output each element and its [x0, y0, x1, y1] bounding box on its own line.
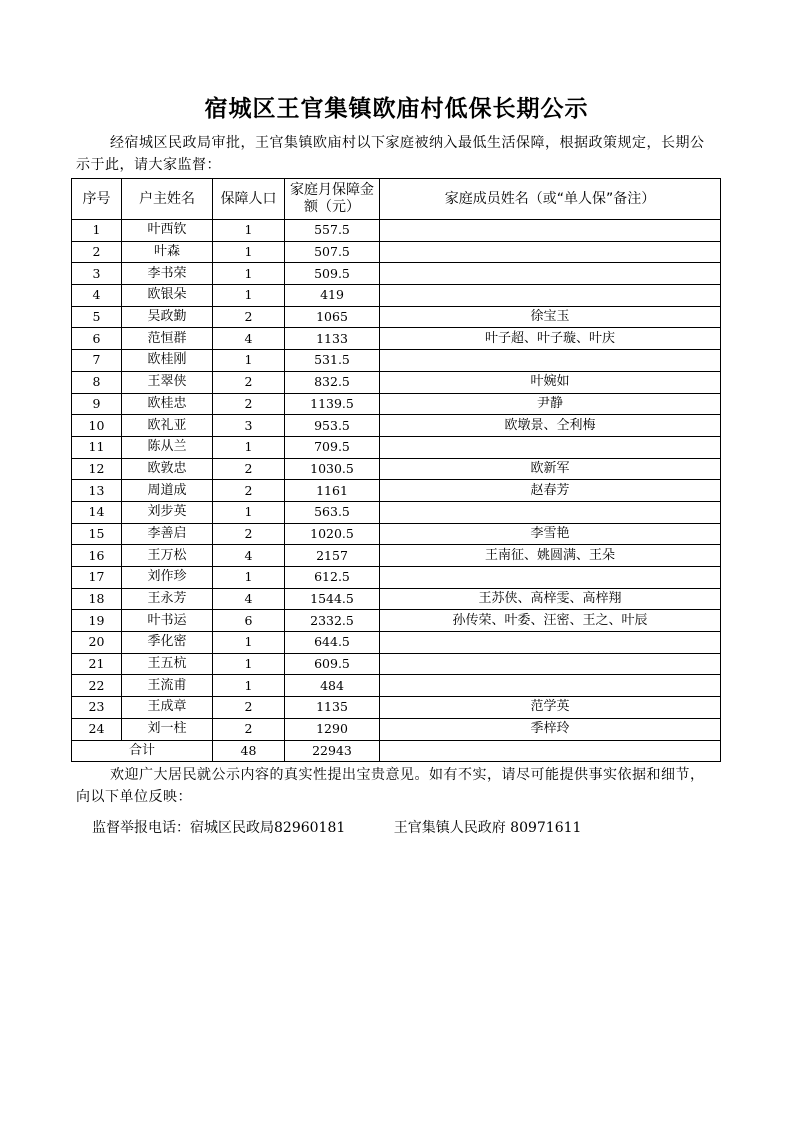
family-members	[380, 220, 721, 242]
population: 4	[213, 545, 285, 567]
table-row	[72, 567, 721, 589]
row-index: 15	[72, 523, 122, 545]
table-row	[72, 610, 721, 632]
monthly-amount: 612.5	[285, 567, 380, 589]
monthly-amount: 563.5	[285, 501, 380, 523]
family-members: 欧新军	[380, 458, 721, 480]
householder-name: 欧桂刚	[122, 350, 213, 372]
header-index: 序号	[72, 179, 122, 220]
monthly-amount: 507.5	[285, 241, 380, 263]
family-members: 范学英	[380, 697, 721, 719]
beneficiary-table	[71, 178, 721, 762]
population: 1	[213, 350, 285, 372]
population: 2	[213, 306, 285, 328]
population: 1	[213, 285, 285, 307]
row-index: 5	[72, 306, 122, 328]
family-members	[380, 263, 721, 285]
total-population: 48	[213, 740, 285, 762]
table-row	[72, 697, 721, 719]
monthly-amount: 2332.5	[285, 610, 380, 632]
row-index: 18	[72, 588, 122, 610]
population: 2	[213, 523, 285, 545]
table-row	[72, 458, 721, 480]
row-index: 22	[72, 675, 122, 697]
population: 2	[213, 718, 285, 740]
family-members	[380, 436, 721, 458]
monthly-amount: 1161	[285, 480, 380, 502]
monthly-amount: 953.5	[285, 415, 380, 437]
population: 2	[213, 480, 285, 502]
row-index: 23	[72, 697, 122, 719]
monthly-amount: 1139.5	[285, 393, 380, 415]
table-row	[72, 523, 721, 545]
header-amount: 家庭月保障金额（元）	[285, 179, 380, 220]
table-row	[72, 675, 721, 697]
population: 2	[213, 458, 285, 480]
feedback-paragraph: 欢迎广大居民就公示内容的真实性提出宝贵意见。如有不实，请尽可能提供事实依据和细节，向以下单位反映：	[76, 767, 705, 805]
population: 2	[213, 393, 285, 415]
population: 1	[213, 653, 285, 675]
table-row	[72, 653, 721, 675]
monthly-amount: 1020.5	[285, 523, 380, 545]
table-row	[72, 588, 721, 610]
row-index: 1	[72, 220, 122, 242]
householder-name: 李善启	[122, 523, 213, 545]
monthly-amount: 1135	[285, 697, 380, 719]
population: 4	[213, 588, 285, 610]
family-members: 赵春芳	[380, 480, 721, 502]
row-index: 17	[72, 567, 122, 589]
table-row	[72, 263, 721, 285]
householder-name: 欧礼亚	[122, 415, 213, 437]
total-note	[380, 740, 721, 762]
table-row	[72, 718, 721, 740]
family-members: 徐宝玉	[380, 306, 721, 328]
family-members	[380, 285, 721, 307]
householder-name: 王翠侠	[122, 371, 213, 393]
row-index: 3	[72, 263, 122, 285]
monthly-amount: 609.5	[285, 653, 380, 675]
householder-name: 李书荣	[122, 263, 213, 285]
monthly-amount: 1133	[285, 328, 380, 350]
householder-name: 陈从兰	[122, 436, 213, 458]
population: 1	[213, 220, 285, 242]
table-row	[72, 350, 721, 372]
population: 1	[213, 632, 285, 654]
header-members: 家庭成员姓名（或“单人保”备注）	[380, 179, 721, 220]
family-members: 季梓玲	[380, 718, 721, 740]
header-householder: 户主姓名	[122, 179, 213, 220]
monthly-amount: 419	[285, 285, 380, 307]
population: 1	[213, 263, 285, 285]
population: 1	[213, 567, 285, 589]
family-members: 李雪艳	[380, 523, 721, 545]
householder-name: 王万松	[122, 545, 213, 567]
family-members: 王苏侠、高梓雯、高梓翔	[380, 588, 721, 610]
intro-paragraph: 经宿城区民政局审批，王官集镇欧庙村以下家庭被纳入最低生活保障，根据政策规定，长期公示于此，请大家监督：	[76, 135, 705, 173]
table-body	[72, 220, 721, 741]
population: 1	[213, 501, 285, 523]
householder-name: 刘步英	[122, 501, 213, 523]
population: 2	[213, 371, 285, 393]
table-row	[72, 545, 721, 567]
householder-name: 王流甫	[122, 675, 213, 697]
monthly-amount: 509.5	[285, 263, 380, 285]
monthly-amount: 832.5	[285, 371, 380, 393]
householder-name: 欧银朵	[122, 285, 213, 307]
row-index: 16	[72, 545, 122, 567]
householder-name: 叶西钦	[122, 220, 213, 242]
monthly-amount: 1290	[285, 718, 380, 740]
row-index: 10	[72, 415, 122, 437]
table-header-row	[72, 179, 721, 220]
table-row	[72, 285, 721, 307]
row-index: 6	[72, 328, 122, 350]
row-index: 7	[72, 350, 122, 372]
row-index: 24	[72, 718, 122, 740]
table-row	[72, 632, 721, 654]
table-row	[72, 501, 721, 523]
header-population: 保障人口	[213, 179, 285, 220]
family-members	[380, 653, 721, 675]
family-members	[380, 675, 721, 697]
contact-civil-affairs: 监督举报电话：宿城区民政局82960181	[92, 820, 346, 836]
family-members: 孙传荣、叶委、汪密、王之、叶辰	[380, 610, 721, 632]
monthly-amount: 484	[285, 675, 380, 697]
total-amount: 22943	[285, 740, 380, 762]
table-row	[72, 480, 721, 502]
table-row	[72, 306, 721, 328]
total-label: 合计	[72, 740, 213, 762]
table-row	[72, 241, 721, 263]
table-row	[72, 328, 721, 350]
householder-name: 刘作珍	[122, 567, 213, 589]
householder-name: 刘一柱	[122, 718, 213, 740]
monthly-amount: 531.5	[285, 350, 380, 372]
row-index: 9	[72, 393, 122, 415]
population: 6	[213, 610, 285, 632]
family-members: 欧墩景、仝利梅	[380, 415, 721, 437]
page-title: 宿城区王官集镇欧庙村低保长期公示	[204, 95, 589, 122]
family-members	[380, 632, 721, 654]
householder-name: 欧敦忠	[122, 458, 213, 480]
householder-name: 欧桂忠	[122, 393, 213, 415]
householder-name: 周道成	[122, 480, 213, 502]
row-index: 21	[72, 653, 122, 675]
family-members	[380, 501, 721, 523]
row-index: 14	[72, 501, 122, 523]
row-index: 20	[72, 632, 122, 654]
householder-name: 范恒群	[122, 328, 213, 350]
row-index: 4	[72, 285, 122, 307]
table-row	[72, 393, 721, 415]
family-members: 叶子超、叶子璇、叶庆	[380, 328, 721, 350]
householder-name: 王五杭	[122, 653, 213, 675]
table-row	[72, 371, 721, 393]
family-members	[380, 567, 721, 589]
monthly-amount: 644.5	[285, 632, 380, 654]
monthly-amount: 1065	[285, 306, 380, 328]
monthly-amount: 1030.5	[285, 458, 380, 480]
population: 1	[213, 241, 285, 263]
contact-line	[92, 817, 581, 837]
householder-name: 季化密	[122, 632, 213, 654]
householder-name: 王成章	[122, 697, 213, 719]
population: 4	[213, 328, 285, 350]
row-index: 12	[72, 458, 122, 480]
householder-name: 王永芳	[122, 588, 213, 610]
population: 1	[213, 675, 285, 697]
family-members: 叶婉如	[380, 371, 721, 393]
table-row	[72, 436, 721, 458]
population: 3	[213, 415, 285, 437]
family-members: 尹静	[380, 393, 721, 415]
monthly-amount: 1544.5	[285, 588, 380, 610]
population: 1	[213, 436, 285, 458]
total-row	[72, 740, 721, 762]
family-members: 王南征、姚圆满、王朵	[380, 545, 721, 567]
row-index: 2	[72, 241, 122, 263]
householder-name: 叶森	[122, 241, 213, 263]
householder-name: 吴政勤	[122, 306, 213, 328]
contact-town-government: 王官集镇人民政府 80971611	[393, 820, 582, 836]
population: 2	[213, 697, 285, 719]
monthly-amount: 709.5	[285, 436, 380, 458]
row-index: 11	[72, 436, 122, 458]
monthly-amount: 2157	[285, 545, 380, 567]
row-index: 13	[72, 480, 122, 502]
monthly-amount: 557.5	[285, 220, 380, 242]
row-index: 8	[72, 371, 122, 393]
householder-name: 叶书运	[122, 610, 213, 632]
family-members	[380, 241, 721, 263]
family-members	[380, 350, 721, 372]
table-row	[72, 415, 721, 437]
row-index: 19	[72, 610, 122, 632]
table-row	[72, 220, 721, 242]
